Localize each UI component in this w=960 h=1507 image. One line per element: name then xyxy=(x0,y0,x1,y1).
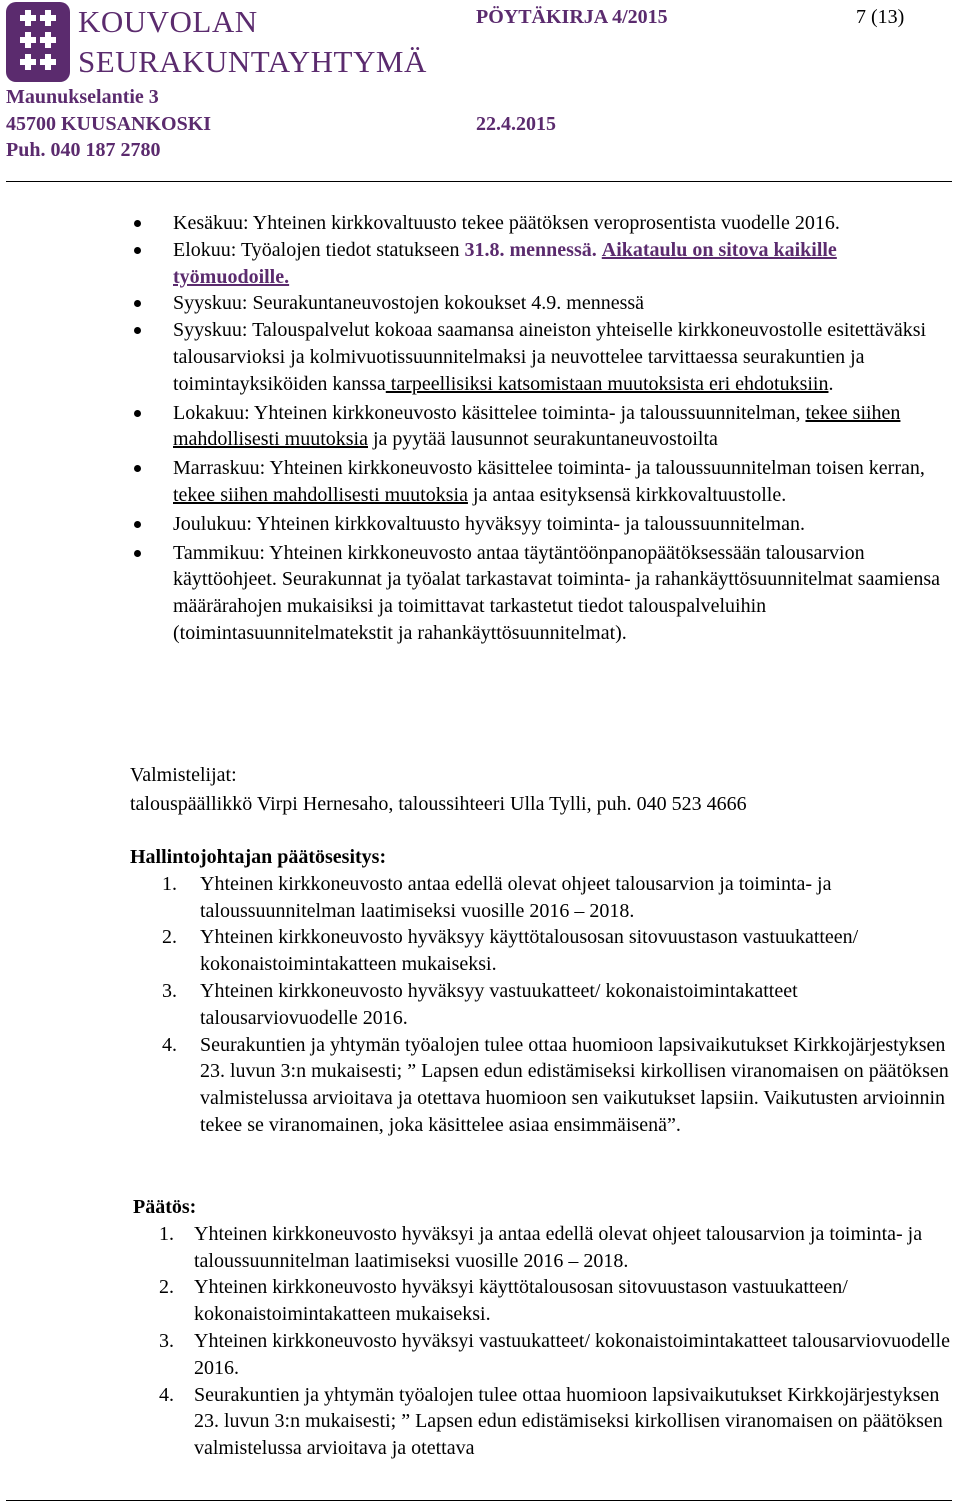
item-number: 4. xyxy=(162,1033,177,1056)
item-text: Yhteinen kirkkoneuvosto hyväksyi ja antaa edellä olevat ohjeet talousarvion ja toiminta- ja taloussuunnitelman laatimiseksi vuosille 2016 – 2018. xyxy=(194,1222,923,1272)
org-name xyxy=(78,2,427,82)
item-number: 2. xyxy=(159,1276,174,1299)
bullet-dot-icon xyxy=(134,550,141,557)
list-item xyxy=(133,1328,960,1382)
bullet-dot-icon xyxy=(134,220,141,227)
underlined-text: tekee siihen mahdollisesti muutoksia xyxy=(173,483,468,506)
decision-heading: Päätös: xyxy=(133,1196,197,1218)
list-item xyxy=(130,237,955,291)
underlined-text: tekee siihen mahdollisesti muutoksia xyxy=(173,401,901,451)
list-item-text: Kesäkuu: Yhteinen kirkkovaltuusto tekee päätöksen veroprosentista vuodelle 2016. xyxy=(173,212,840,234)
list-item xyxy=(130,455,955,509)
list-item xyxy=(130,540,955,647)
item-text: Yhteinen kirkkoneuvosto antaa edellä olevat ohjeet talousarvion ja toiminta- ja taloussuunnitelman laatimiseksi vuosille 2016 – 2018. xyxy=(200,872,832,922)
item-text: Yhteinen kirkkoneuvosto hyväksyi vastuukatteet/ kokonaistoimintakatteet talousarviovuodelle 2016. xyxy=(194,1329,950,1379)
deadline-emphasis: 31.8. mennessä. xyxy=(464,238,597,261)
list-item-suffix: ja pyytää lausunnot seurakuntaneuvostoilta xyxy=(368,428,718,451)
header-divider xyxy=(6,181,952,182)
cross-logo-icon xyxy=(6,2,70,82)
list-item-text: Elokuu: Työalojen tiedot statukseen xyxy=(173,238,465,261)
preparers-section xyxy=(130,762,950,818)
bullet-dot-icon xyxy=(134,300,141,307)
bullet-dot-icon xyxy=(134,521,141,528)
proposal-section xyxy=(130,844,950,1139)
address-postal: 45700 KUUSANKOSKI xyxy=(6,113,212,135)
list-item xyxy=(130,400,955,454)
list-item-text: Joulukuu: Yhteinen kirkkovaltuusto hyväksyy toiminta- ja taloussuunnitelman. xyxy=(173,512,805,535)
address-street: Maunukselantie 3 xyxy=(6,86,159,108)
decision-section xyxy=(133,1194,960,1462)
preparers-label: Valmistelijat: xyxy=(130,764,237,786)
preparers-names: talouspäällikkö Virpi Hernesaho, taloussihteeri Ulla Tylli, puh. 040 523 4666 xyxy=(130,792,747,815)
list-item xyxy=(130,317,955,397)
bullet-dot-icon xyxy=(134,247,141,254)
bullet-dot-icon xyxy=(134,465,141,472)
list-item-text: Marraskuu: Yhteinen kirkkoneuvosto käsittelee toiminta- ja taloussuunnitelman toisen kerran, xyxy=(173,457,925,480)
address-phone: Puh. 040 187 2780 xyxy=(6,139,161,161)
org-name-line2: SEURAKUNTAYHTYMÄ xyxy=(78,44,427,79)
org-logo xyxy=(6,2,446,84)
item-number: 4. xyxy=(159,1383,174,1406)
binding-schedule-note: Aikataulu on sitova kaikille työmuodoille. xyxy=(173,238,837,288)
org-name-line1: KOUVOLAN xyxy=(78,4,258,39)
list-item xyxy=(130,290,955,317)
schedule-list xyxy=(130,210,955,647)
item-number: 3. xyxy=(159,1329,174,1352)
list-item xyxy=(130,511,955,538)
list-item-suffix: . xyxy=(828,372,834,395)
list-item-text: Lokakuu: Yhteinen kirkkoneuvosto käsittelee toiminta- ja taloussuunnitelman, xyxy=(173,401,806,424)
proposal-heading: Hallintojohtajan päätösesitys: xyxy=(130,846,387,868)
item-text: Seurakuntien ja yhtymän työalojen tulee ottaa huomioon lapsivaikutukset Kirkkojärjestyksen 23. luvun 3:n mukaisesti; ” Lapsen edun edistämiseksi kirkollisen viranomaisen on päätöksen valmistelussa arvioitava ja otettava xyxy=(194,1383,943,1460)
proposal-list xyxy=(130,871,950,1139)
list-item xyxy=(130,871,950,925)
list-item xyxy=(133,1274,960,1328)
list-item xyxy=(130,1032,950,1139)
item-number: 2. xyxy=(162,926,177,949)
list-item-text: Syyskuu: Seurakuntaneuvostojen kokoukset 4.9. mennessä xyxy=(173,292,645,315)
list-item-text: Tammikuu: Yhteinen kirkkoneuvosto antaa täytäntöönpanopäätöksessään talousarvion käyttöohjeet. Seurakunnat ja työalat tarkastavat toiminta- ja rahankäyttösuunnitelmat saamiensa määrärahojen mukaisiksi ja toimittavat tarkastetut tiedot talouspalveluihin (toimintasuunnitelmatekstit ja rahankäyttösuunnitelmat). xyxy=(173,541,940,644)
list-item-text: Syyskuu: Talouspalvelut kokoaa saamansa aineiston yhteiselle kirkkoneuvostolle esitettäväksi talousarvioksi ja kolmivuotissuunnitelmaksi ja neuvottelee tarvittaessa seurakuntien ja toimintayksiköiden kanssa xyxy=(173,319,927,395)
list-item xyxy=(130,978,950,1032)
document-title: PÖYTÄKIRJA 4/2015 xyxy=(476,6,668,28)
list-item xyxy=(130,924,950,978)
list-item xyxy=(133,1221,960,1275)
item-number: 3. xyxy=(162,979,177,1002)
item-text: Seurakuntien ja yhtymän työalojen tulee ottaa huomioon lapsivaikutukset Kirkkojärjestyksen 23. luvun 3:n mukaisesti; ” Lapsen edun edistämiseksi kirkollisen viranomaisen on päätöksen valmistelussa arvioitava ja otettava huomioon sen vaikutukset lapsiin. Vaikutusten arvioinnin tekee se viranomainen, joka käsittelee asiaa ensimmäisenä”. xyxy=(200,1033,949,1136)
bullet-dot-icon xyxy=(134,410,141,417)
decision-list xyxy=(133,1221,960,1462)
footer-divider xyxy=(6,1500,952,1501)
page-number: 7 (13) xyxy=(856,6,905,28)
underlined-text: tarpeellisiksi katsomistaan muutoksista eri ehdotuksiin xyxy=(385,372,829,395)
list-item-suffix: ja antaa esityksensä kirkkovaltuustolle. xyxy=(467,483,787,506)
list-item xyxy=(130,210,955,237)
item-text: Yhteinen kirkkoneuvosto hyväksyy käyttötalousosan sitovuustason vastuukatteen/ kokonaistoimintakatteen mukaiseksi. xyxy=(200,926,859,976)
list-item xyxy=(133,1382,960,1462)
bullet-dot-icon xyxy=(134,327,141,334)
item-text: Yhteinen kirkkoneuvosto hyväksyy vastuukatteet/ kokonaistoimintakatteet talousarviovuodelle 2016. xyxy=(200,979,798,1029)
item-text: Yhteinen kirkkoneuvosto hyväksyi käyttötalousosan sitovuustason vastuukatteen/ kokonaistoimintakatteen mukaiseksi. xyxy=(194,1276,848,1326)
document-date: 22.4.2015 xyxy=(476,113,556,135)
item-number: 1. xyxy=(159,1222,174,1245)
item-number: 1. xyxy=(162,872,177,895)
